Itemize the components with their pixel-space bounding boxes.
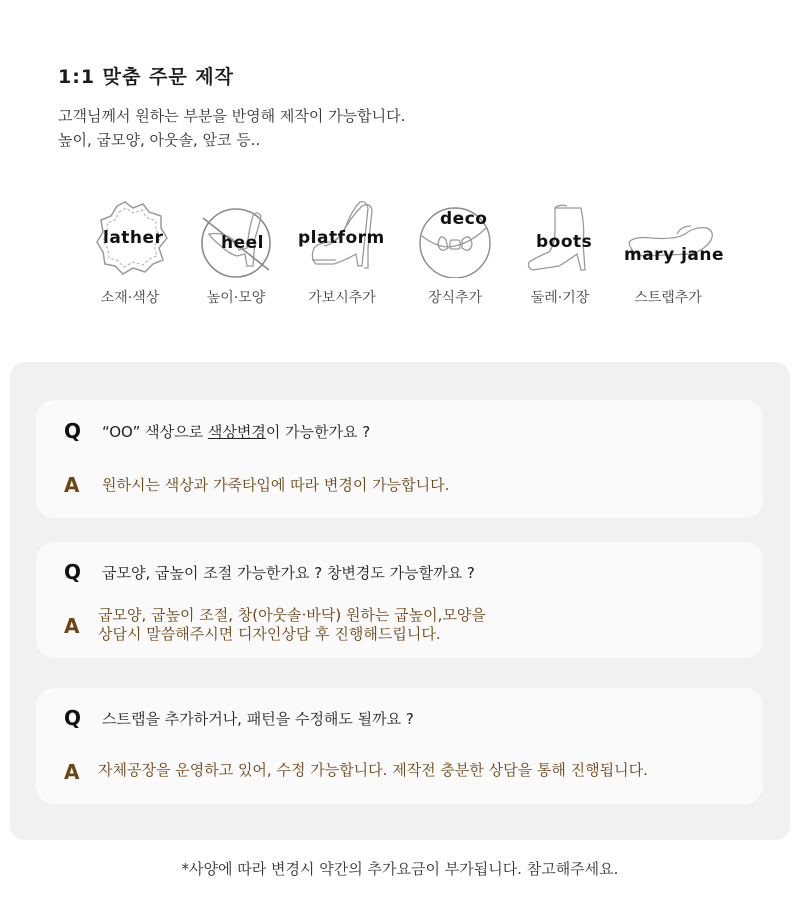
faq-answer-2: 굽모양, 굽높이 조절, 창(아웃솔·바닥) 원하는 굽높이,모양을 상담시 말씀해주시면 디자인상담 후 진행해드립니다. <box>98 606 486 643</box>
feature-platform-caption: 가보시추가 <box>308 290 376 306</box>
feature-deco <box>400 198 510 308</box>
feature-boots-caption: 둘레·기장 <box>530 290 590 306</box>
feature-mary-jane-caption: 스트랩추가 <box>634 290 702 306</box>
feature-platform-label: platform <box>298 228 385 248</box>
feature-platform <box>290 198 400 308</box>
feature-boots-label: boots <box>536 232 593 252</box>
faq-answer-3: 자체공장을 운영하고 있어, 수정 가능합니다. 제작전 충분한 상담을 통해 진행됩니다. <box>98 761 648 779</box>
intro-text <box>58 104 405 152</box>
intro-line-2: 높이, 굽모양, 아웃솔, 앞코 등.. <box>58 131 261 149</box>
question-mark-label: Q <box>64 419 82 443</box>
feature-deco-caption: 장식추가 <box>427 290 483 306</box>
faq-answer-1: 원하시는 색상과 가죽타입에 따라 변경이 가능합니다. <box>102 476 450 494</box>
flat-shoe-icon <box>615 198 725 278</box>
feature-leather <box>77 198 187 308</box>
faq-question-1: “OO” 색상으로 색상변경이 가능한가요 ? <box>102 423 371 441</box>
feature-heel <box>181 198 291 308</box>
feature-boots <box>505 198 615 308</box>
question-mark-label: Q <box>64 560 82 584</box>
intro-line-1: 고객님께서 원하는 부분을 반영해 제작이 가능합니다. <box>58 107 406 125</box>
faq-item-2 <box>36 542 763 658</box>
color-change-keyword: 색상변경 <box>207 423 266 441</box>
faq-question-3: 스트랩을 추가하거나, 패턴을 수정해도 될까요 ? <box>102 710 414 728</box>
answer-mark-label: A <box>64 760 80 784</box>
faq-question-2: 굽모양, 굽높이 조절 가능한가요 ? 창변경도 가능할까요 ? <box>102 564 475 582</box>
faq-item-3 <box>36 688 763 804</box>
feature-mary-jane <box>615 198 725 308</box>
question-mark-label: Q <box>64 706 82 730</box>
page-title: 1:1 맞춤 주문 제작 <box>58 66 235 88</box>
feature-deco-label: deco <box>440 209 488 229</box>
feature-leather-caption: 소재·색상 <box>100 290 160 306</box>
feature-mary-jane-label: mary jane <box>624 245 725 265</box>
feature-heel-caption: 높이·모양 <box>206 290 266 306</box>
answer-mark-label: A <box>64 614 80 638</box>
answer-mark-label: A <box>64 473 80 497</box>
faq-item-1 <box>36 400 763 518</box>
footnote-text: *사양에 따라 변경시 약간의 추가요금이 부가됩니다. 참고해주세요. <box>181 860 619 878</box>
feature-heel-label: heel <box>221 233 264 253</box>
feature-leather-label: lather <box>103 228 164 248</box>
faq-panel <box>10 362 790 840</box>
